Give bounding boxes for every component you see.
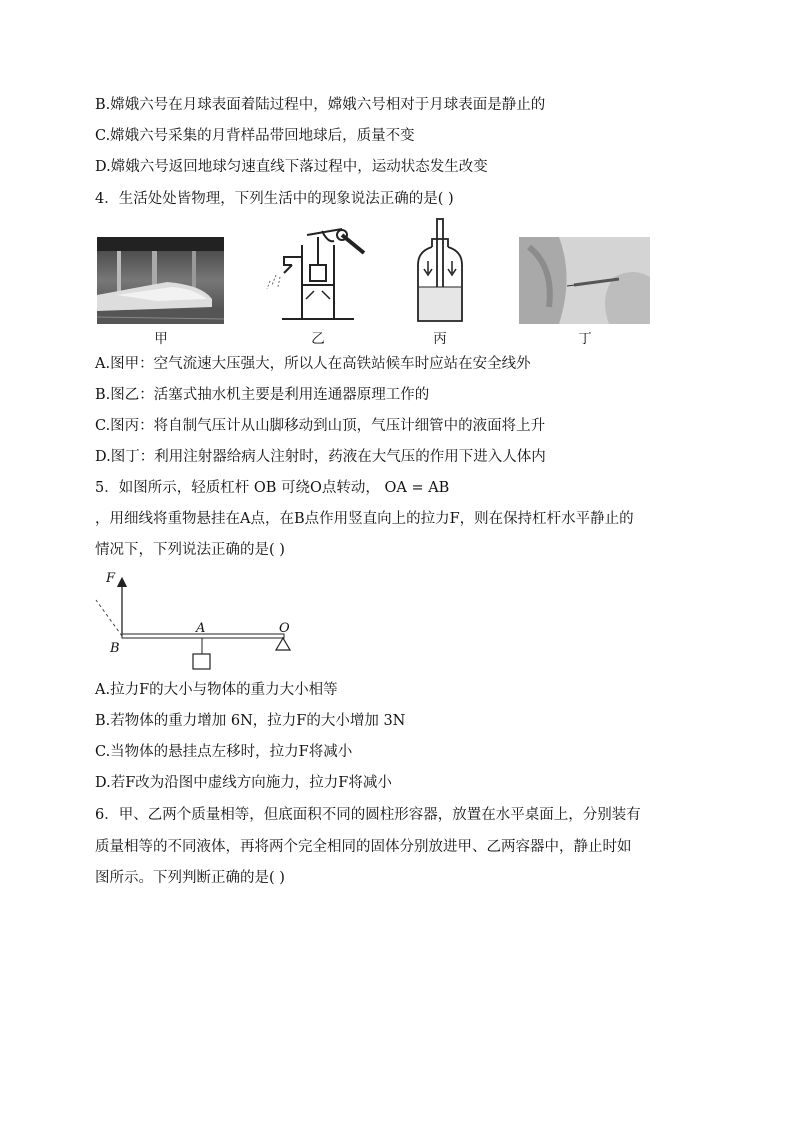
train-photo: [97, 237, 224, 324]
q6-stem-line1: 6．甲、乙两个质量相等，但底面积不同的圆柱形容器，放置在水平桌面上，分别装有: [95, 807, 641, 823]
caption-jia: 甲: [154, 331, 168, 347]
label-a: A: [196, 621, 206, 636]
q4-option-d: D.图丁：利用注射器给病人注射时，药液在大气压的作用下进入人体内: [95, 449, 546, 465]
injection-photo: [519, 237, 650, 324]
piston-pump-figure: [262, 225, 372, 329]
q3-option-b: B.嫦娥六号在月球表面着陆过程中，嫦娥六号相对于月球表面是静止的: [95, 97, 546, 113]
lever-figure: [92, 568, 302, 677]
q5-option-a: A.拉力F的大小与物体的重力大小相等: [95, 682, 338, 698]
caption-yi: 乙: [311, 331, 325, 347]
q4-option-b: B.图乙：活塞式抽水机主要是利用连通器原理工作的: [95, 387, 430, 403]
caption-bing: 丙: [433, 331, 447, 347]
q5-stem-line1: 5．如图所示，轻质杠杆 OB 可绕O点转动， OA = AB: [95, 480, 450, 496]
caption-ding: 丁: [578, 331, 592, 347]
barometer-figure: [410, 215, 470, 331]
q5-stem-line3: 情况下，下列说法正确的是( ): [95, 542, 285, 558]
q5-option-d: D.若F改为沿图中虚线方向施力，拉力F将减小: [95, 775, 392, 791]
q4-stem: 4．生活处处皆物理，下列生活中的现象说法正确的是( ): [95, 191, 454, 207]
q4-option-a: A.图甲：空气流速大压强大，所以人在高铁站候车时应站在安全线外: [95, 356, 531, 372]
label-o: O: [279, 621, 290, 636]
q5-option-b: B.若物体的重力增加 6N，拉力F的大小增加 3N: [95, 713, 406, 729]
q3-option-c: C.嫦娥六号采集的月背样品带回地球后，质量不变: [95, 128, 415, 144]
q3-option-d: D.嫦娥六号返回地球匀速直线下落过程中，运动状态发生改变: [95, 159, 488, 175]
q5-stem-line2: ，用细线将重物悬挂在A点，在B点作用竖直向上的拉力F，则在保持杠杆水平静止的: [95, 511, 634, 527]
q6-stem-line3: 图所示。下列判断正确的是( ): [95, 870, 285, 886]
q6-stem-line2: 质量相等的不同液体，再将两个完全相同的固体分别放进甲、乙两容器中，静止时如: [95, 839, 632, 855]
q4-option-c: C.图丙：将自制气压计从山脚移动到山顶，气压计细管中的液面将上升: [95, 418, 546, 434]
label-f: F: [106, 571, 116, 586]
q5-option-c: C.当物体的悬挂点左移时，拉力F将减小: [95, 744, 353, 760]
label-b: B: [110, 641, 120, 656]
